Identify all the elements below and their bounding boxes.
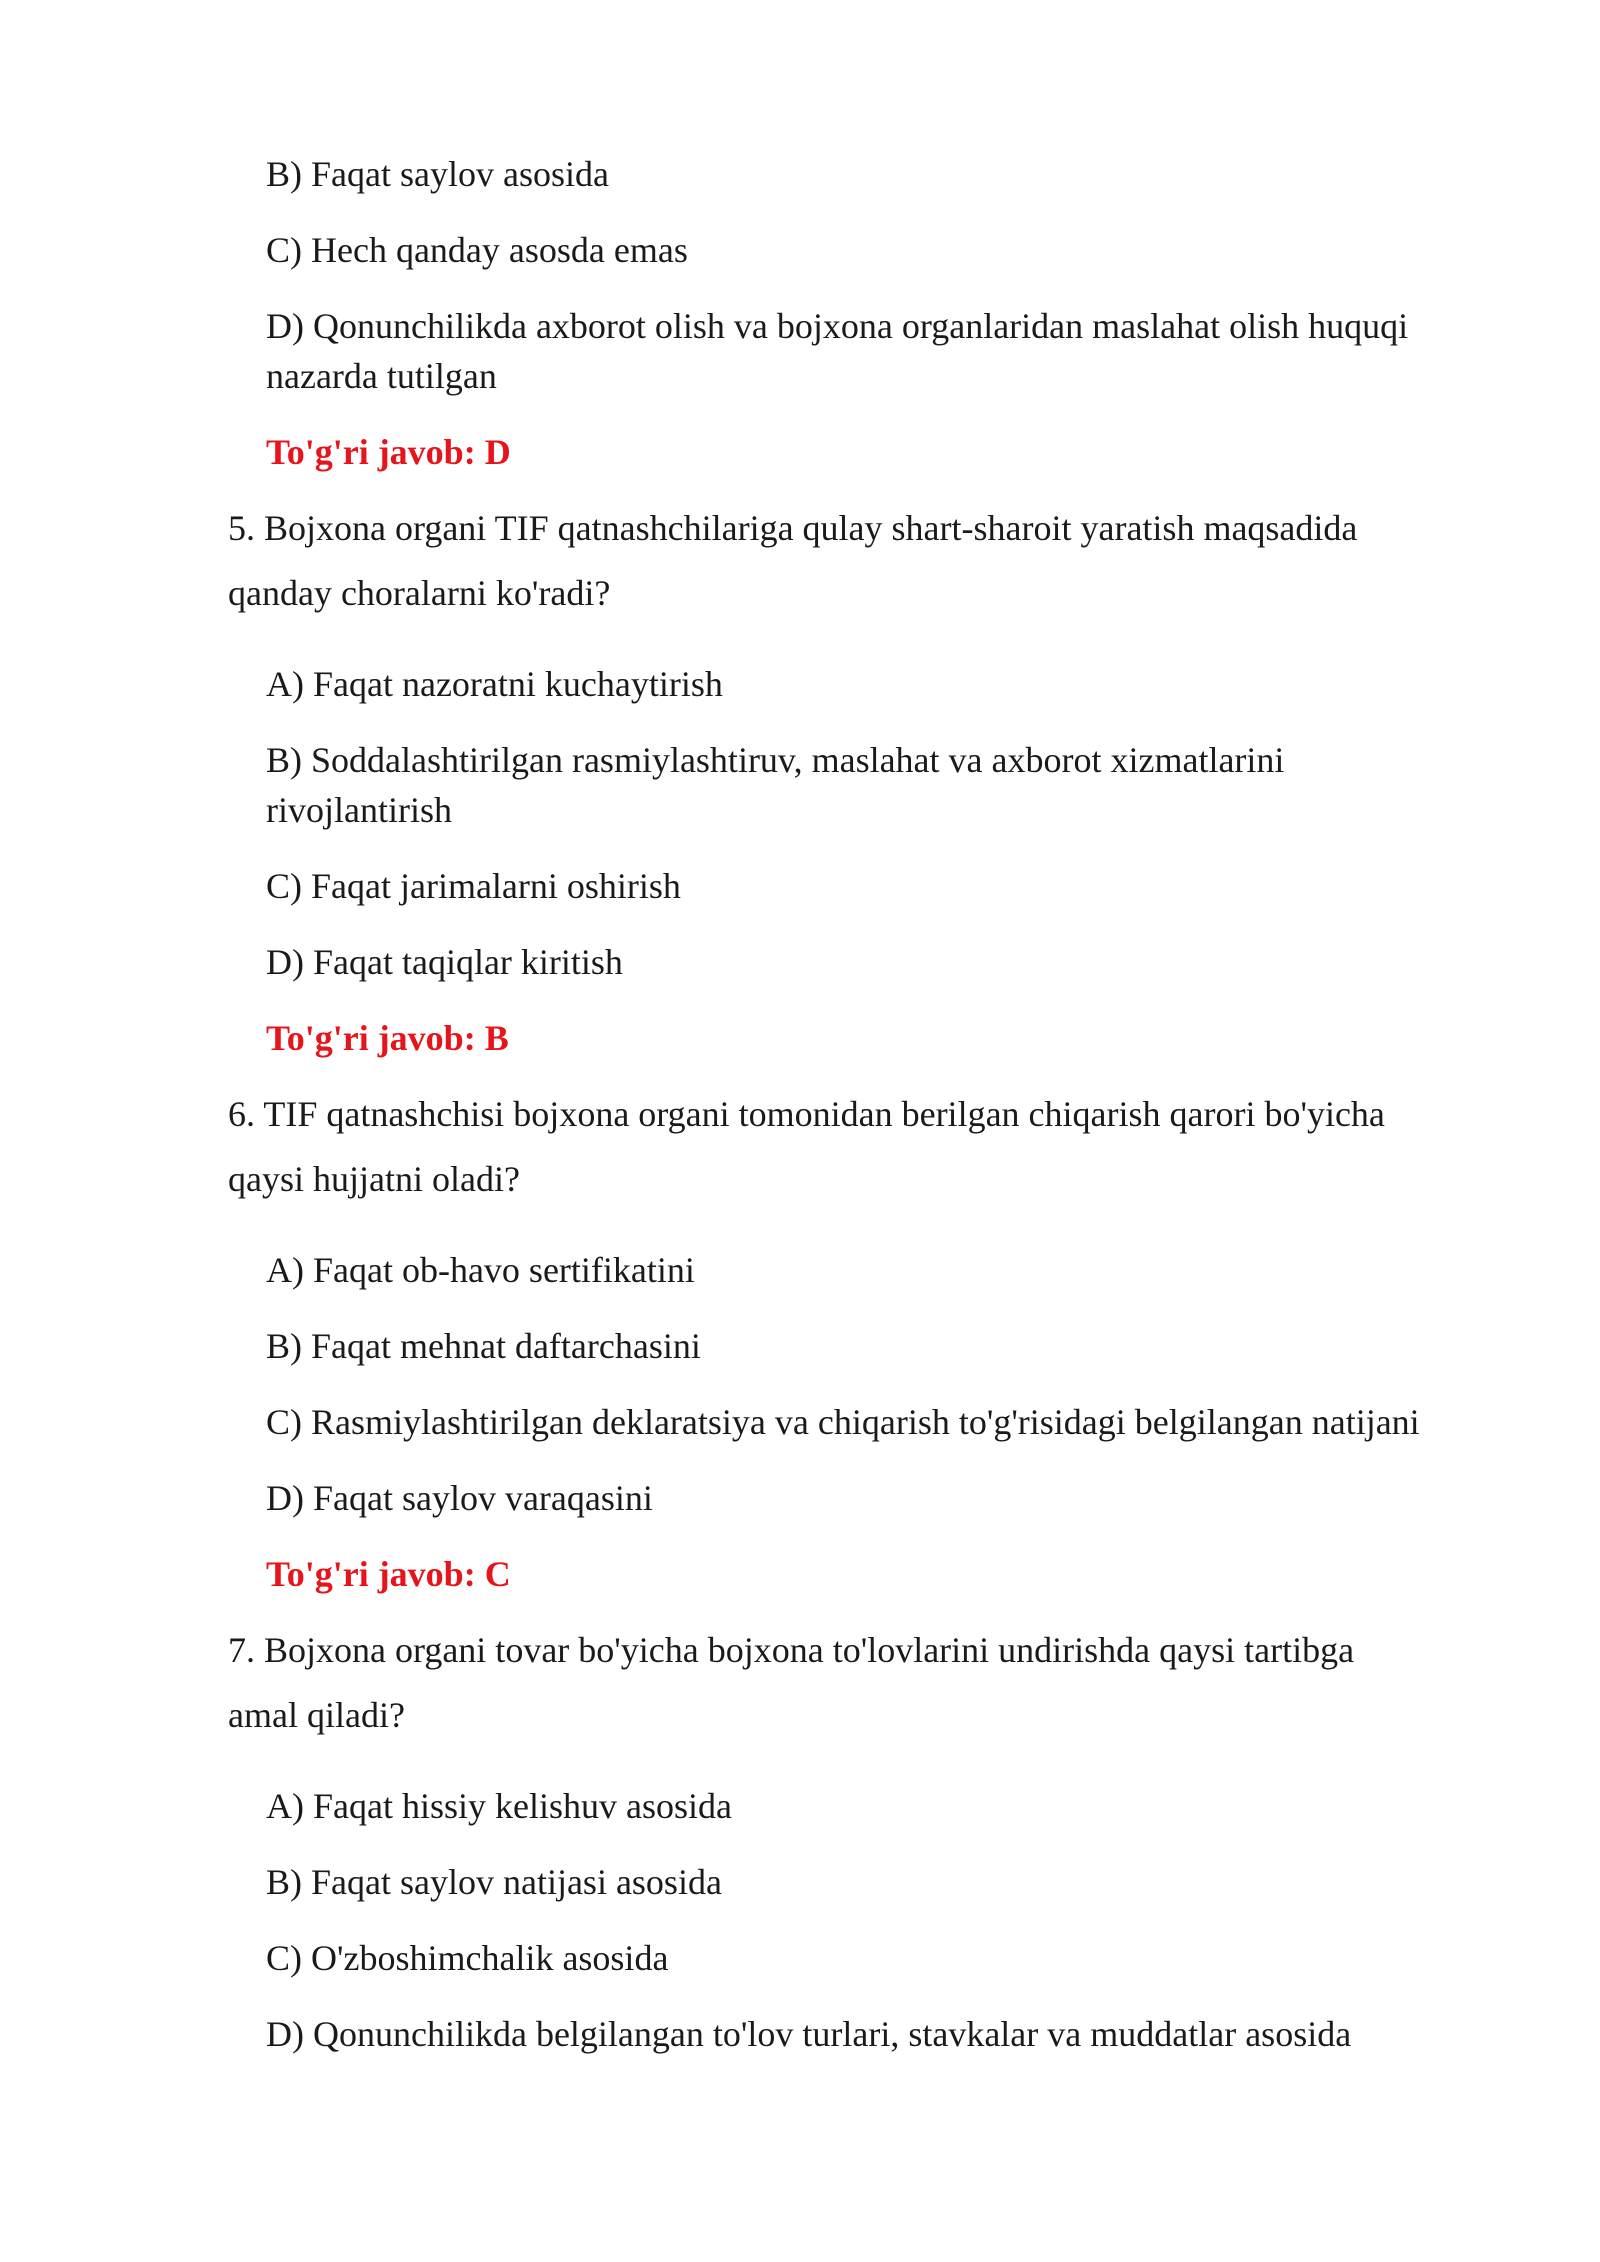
q4-option-b: B) Faqat saylov asosida bbox=[266, 154, 609, 194]
q5-option-d: D) Faqat taqiqlar kiritish bbox=[266, 942, 623, 982]
q7-text-cont: amal qiladi? bbox=[228, 1695, 405, 1735]
q5-option-b: B) Soddalashtirilgan rasmiylashtiruv, maslahat va axborot xizmatlarini bbox=[266, 740, 1285, 780]
q5-option-b-cont: rivojlantirish bbox=[266, 790, 452, 830]
q4-option-c: C) Hech qanday asosda emas bbox=[266, 230, 688, 270]
q7-option-c: C) O'zboshimchalik asosida bbox=[266, 1938, 669, 1978]
q4-correct-answer: To'g'ri javob: D bbox=[266, 432, 511, 472]
q7-text: 7. Bojxona organi tovar bo'yicha bojxona to'lovlarini undirishda qaysi tartibga bbox=[228, 1630, 1355, 1670]
q6-correct-answer: To'g'ri javob: C bbox=[266, 1554, 511, 1594]
q6-text-cont: qaysi hujjatni oladi? bbox=[228, 1159, 520, 1199]
q5-option-c: C) Faqat jarimalarni oshirish bbox=[266, 866, 681, 906]
q7-option-b: B) Faqat saylov natijasi asosida bbox=[266, 1862, 722, 1902]
q5-correct-answer: To'g'ri javob: B bbox=[266, 1018, 509, 1058]
q6-option-b: B) Faqat mehnat daftarchasini bbox=[266, 1326, 701, 1366]
q4-option-d: D) Qonunchilikda axborot olish va bojxona organlaridan maslahat olish huquqi bbox=[266, 306, 1409, 346]
q7-option-a: A) Faqat hissiy kelishuv asosida bbox=[266, 1786, 732, 1826]
q5-text-cont: qanday choralarni ko'radi? bbox=[228, 573, 611, 613]
q6-option-c: C) Rasmiylashtirilgan deklaratsiya va chiqarish to'g'risidagi belgilangan natijani bbox=[266, 1402, 1420, 1442]
q6-text: 6. TIF qatnashchisi bojxona organi tomonidan berilgan chiqarish qarori bo'yicha bbox=[228, 1094, 1385, 1134]
q5-text: 5. Bojxona organi TIF qatnashchilariga qulay shart-sharoit yaratish maqsadida bbox=[228, 508, 1358, 548]
q4-option-d-cont: nazarda tutilgan bbox=[266, 356, 497, 396]
q6-option-a: A) Faqat ob-havo sertifikatini bbox=[266, 1250, 695, 1290]
q6-option-d: D) Faqat saylov varaqasini bbox=[266, 1478, 653, 1518]
q5-option-a: A) Faqat nazoratni kuchaytirish bbox=[266, 664, 723, 704]
q7-option-d: D) Qonunchilikda belgilangan to'lov turlari, stavkalar va muddatlar asosida bbox=[266, 2014, 1352, 2054]
